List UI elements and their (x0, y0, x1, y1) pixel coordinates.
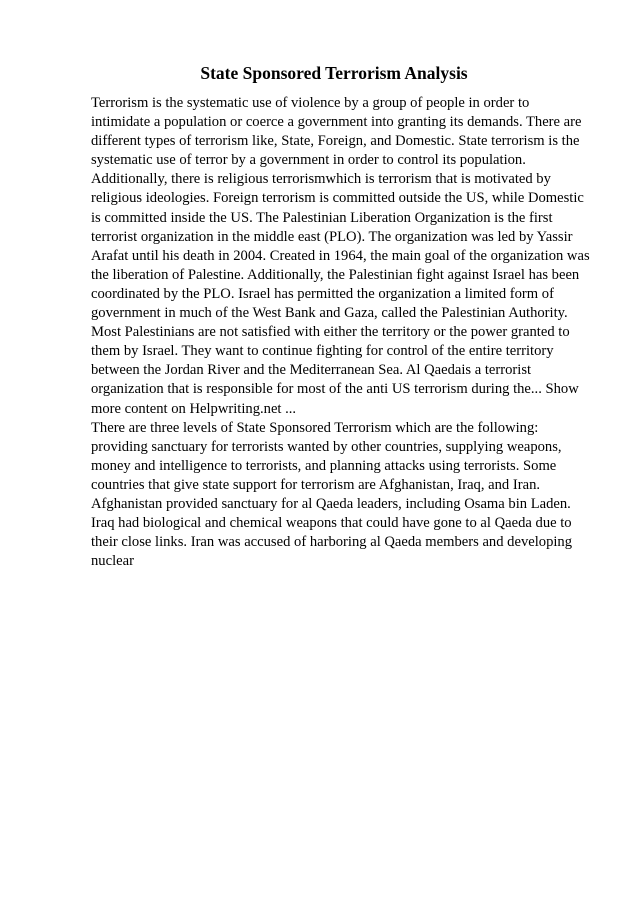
body-paragraph-1: Terrorism is the systematic use of violence by a group of people in order to intimidate a population or coerce a government into granting its demands. There are different types of terrorism like, State, Foreign, and Domestic. State terrorism is the systematic use of terror by a government in order to control its population. Additionally, there is religious terrorismwhich is terrorism that is motivated by religious ideologies. Foreign terrorism is committed outside the US, while Domestic is committed inside the US. The Palestinian Liberation Organization is the first terrorist organization in the middle east (PLO). The organization was led by Yassir Arafat until his death in 2004. Created in 1964, the main goal of the organization was the liberation of Palestine. Additionally, the Palestinian fight against Israel has been coordinated by the PLO. Israel has permitted the organization a limited form of government in much of the West Bank and Gaza, called the Palestinian Authority. Most Palestinians are not satisfied with either the territory or the power granted to them by Israel. They want to continue fighting for control of the entire territory between the Jordan River and the Mediterranean Sea. Al Qaedais a terrorist organization that is responsible for most of the anti US terrorism during the... Show more content on Helpwriting.net ... (91, 95, 590, 417)
document-title: State Sponsored Terrorism Analysis (200, 63, 468, 83)
body-paragraph-2: There are three levels of State Sponsored Terrorism which are the following: providing sanctuary for terrorists wanted by other countries, supplying weapons, money and intelligence to terrorists, and planning attacks using terrorists. Some countries that give state support for terrorism are Afghanistan, Iraq, and Iran. Afghanistan provided sanctuary for al Qaeda leaders, including Osama bin Laden. Iraq had biological and chemical weapons that could have gone to al Qaeda due to their close links. Iran was accused of harboring al Qaeda members and developing nuclear (91, 419, 573, 570)
